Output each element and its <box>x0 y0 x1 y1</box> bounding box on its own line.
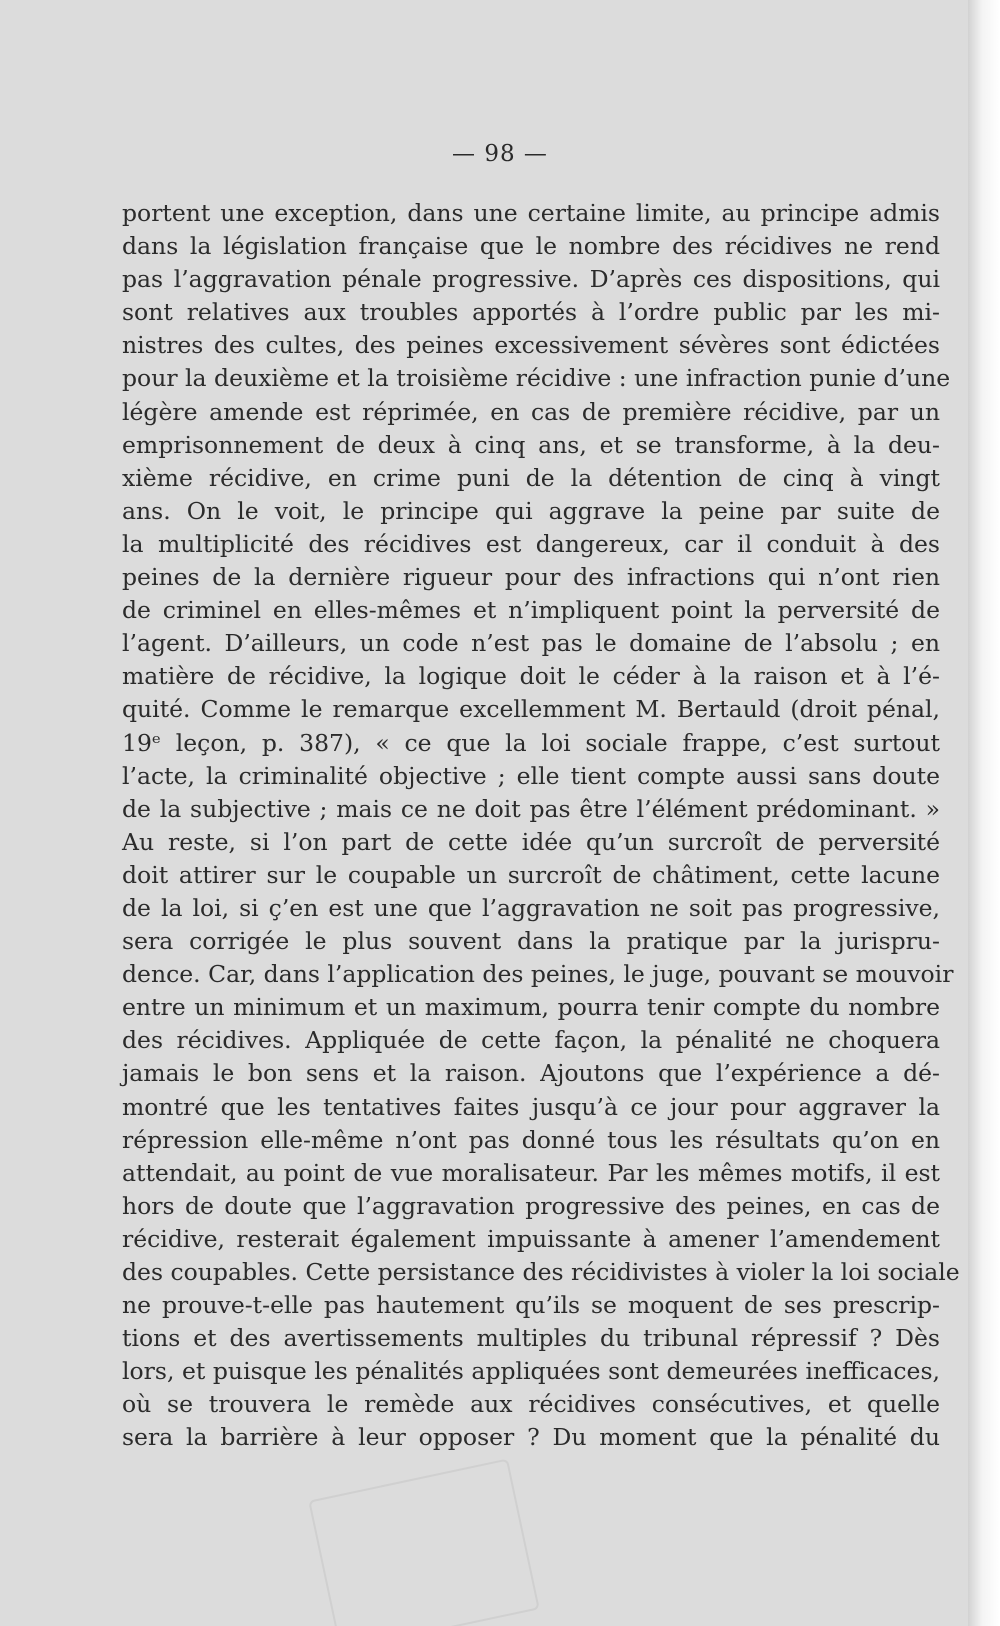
text-line: quité. Comme le remarque excellemment M. Bertauld (droit pénal, <box>122 695 940 724</box>
text-line: 19ᵉ leçon, p. 387), « ce que la loi sociale frappe, c’est surtout <box>122 728 940 757</box>
page-edge-shadow <box>968 0 1000 1626</box>
text-line: l’agent. D’ailleurs, un code n’est pas le domaine de l’absolu ; en <box>122 629 940 658</box>
text-line: ans. On le voit, le principe qui aggrave la peine par suite de <box>122 496 940 525</box>
text-line: de criminel en elles-mêmes et n’impliquent point la perversité de <box>122 596 940 625</box>
text-line: lors, et puisque les pénalités appliquées sont demeurées inefficaces, <box>122 1357 940 1386</box>
text-line: hors de doute que l’aggravation progressive des peines, en cas de <box>122 1191 940 1220</box>
text-line: portent une exception, dans une certaine limite, au principe admis <box>122 199 940 227</box>
text-line: la multiplicité des récidives est dangereux, car il conduit à des <box>122 529 940 558</box>
text-line: dence. Car, dans l’application des peines, le juge, pouvant se mouvoir <box>122 960 954 989</box>
text-line: légère amende est réprimée, en cas de première récidive, par un <box>122 397 940 426</box>
text-line: des récidives. Appliquée de cette façon, la pénalité ne choquera <box>122 1026 940 1055</box>
text-line: sont relatives aux troubles apportés à l’ordre public par les mi- <box>122 298 940 327</box>
text-line: matière de récidive, la logique doit le céder à la raison et à l’é- <box>122 662 940 691</box>
text-line: entre un minimum et un maximum, pourra tenir compte du nombre <box>122 993 940 1022</box>
text-line: des coupables. Cette persistance des récidivistes à violer la loi sociale <box>122 1258 960 1286</box>
text-line: de la loi, si ç’en est une que l’aggravation ne soit pas progressive, <box>122 893 940 922</box>
text-line: pour la deuxième et la troisième récidive : une infraction punie d’une <box>122 364 951 393</box>
faded-library-stamp <box>308 1458 540 1626</box>
text-line: sera la barrière à leur opposer ? Du moment que la pénalité du <box>122 1423 940 1452</box>
text-line: montré que les tentatives faites jusqu’à ce jour pour aggraver la <box>122 1092 940 1121</box>
text-line: tions et des avertissements multiples du tribunal répressif ? Dès <box>122 1324 940 1353</box>
text-line: emprisonnement de deux à cinq ans, et se transforme, à la deu- <box>122 430 940 459</box>
text-line: attendait, au point de vue moralisateur. Par les mêmes motifs, il est <box>122 1158 940 1187</box>
text-line: xième récidive, en crime puni de la détention de cinq à vingt <box>122 463 940 492</box>
text-line: de la subjective ; mais ce ne doit pas être l’élément prédominant. » <box>122 794 940 823</box>
text-line: répression elle-même n’ont pas donné tous les résultats qu’on en <box>122 1125 940 1154</box>
text-line: pas l’aggravation pénale progressive. D’après ces dispositions, qui <box>122 265 940 294</box>
text-line: doit attirer sur le coupable un surcroît de châtiment, cette lacune <box>122 860 940 889</box>
page-number: — 98 — <box>452 141 548 167</box>
text-line: dans la législation française que le nombre des récidives ne rend <box>122 232 940 261</box>
text-line: l’acte, la criminalité objective ; elle tient compte aussi sans doute <box>122 761 940 790</box>
body-text <box>122 197 960 1455</box>
text-line: nistres des cultes, des peines excessivement sévères sont édictées <box>122 331 940 360</box>
text-line: Au reste, si l’on part de cette idée qu’un surcroît de perversité <box>122 827 940 856</box>
text-line: récidive, resterait également impuissante à amener l’amendement <box>122 1224 940 1253</box>
text-line: sera corrigée le plus souvent dans la pratique par la jurispru- <box>122 927 940 956</box>
text-line: peines de la dernière rigueur pour des infractions qui n’ont rien <box>122 563 940 592</box>
text-line: jamais le bon sens et la raison. Ajoutons que l’expérience a dé- <box>122 1059 940 1088</box>
text-line: où se trouvera le remède aux récidives consécutives, et quelle <box>122 1390 940 1419</box>
text-line: ne prouve-t-elle pas hautement qu’ils se moquent de ses prescrip- <box>122 1291 940 1320</box>
